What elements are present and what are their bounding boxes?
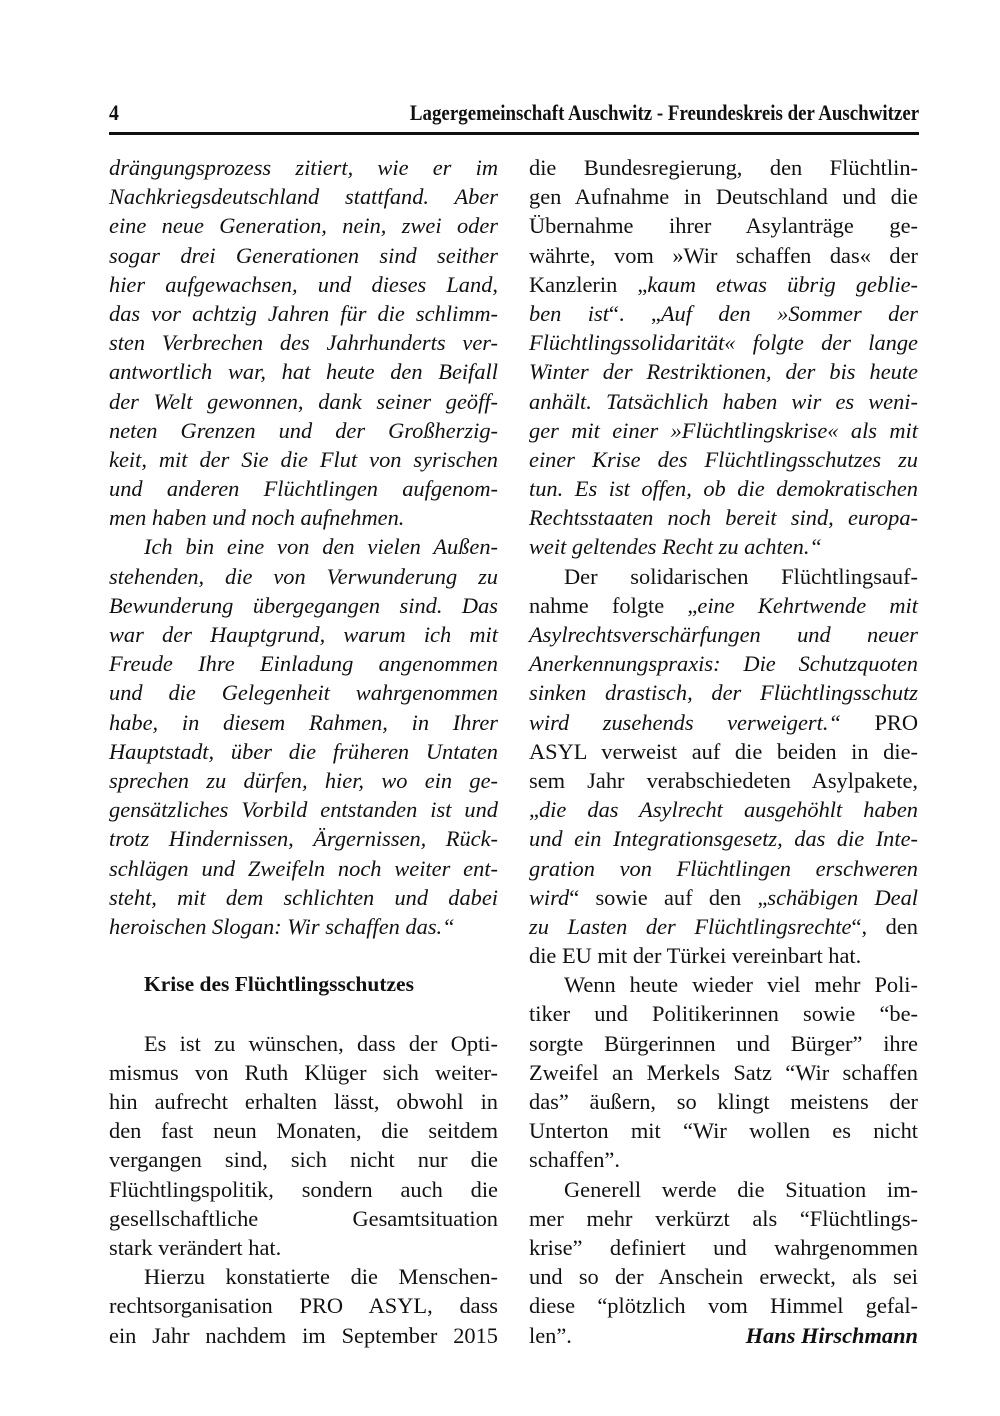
paragraph [109, 532, 498, 941]
italic-text: ben ist [529, 300, 609, 326]
italic-text: Ich bin eine von den vielen Außen- [144, 534, 498, 560]
text-line [109, 854, 498, 883]
text-line [109, 445, 498, 474]
text: gen Aufnahme in Deutschland und die [529, 184, 918, 210]
text: Es ist zu wünschen, dass der Opti- [144, 1030, 498, 1056]
italic-text: steht, mit dem schlichten und dabei [109, 884, 498, 910]
italic-text: hier aufgewachsen, und dieses Land, [109, 271, 498, 297]
text-line [109, 737, 498, 766]
text-line [529, 678, 918, 707]
text-line [529, 357, 918, 386]
text: die Bundesregierung, den Flüchtlin- [529, 155, 918, 180]
page-header [109, 98, 919, 135]
text: tiker und Politikerinnen sowie “be- [529, 1001, 918, 1027]
italic-text: das vor achtzig Jahren für die schlimm- [109, 300, 498, 326]
text-line [529, 241, 918, 270]
text-line [529, 620, 918, 649]
italic-text: keit, mit der Sie die Flut von syrischen [109, 446, 498, 472]
text-line [109, 182, 498, 211]
text-line [109, 824, 498, 853]
text: sorgte Bürgerinnen und Bürger” ihre [529, 1030, 918, 1056]
text-line [109, 1058, 498, 1087]
text-line [529, 1145, 918, 1174]
text-line [109, 211, 498, 240]
text: das” äußern, so klingt meistens der [529, 1089, 918, 1114]
italic-text: Freude Ihre Einladung angenommen [109, 651, 498, 677]
text: nahme folgte „ [529, 592, 698, 618]
text: krise” definiert und wahrgenommen [529, 1234, 918, 1260]
text-line [529, 387, 918, 416]
text-line [109, 357, 498, 386]
running-title: Lagergemeinschaft Auschwitz - Freundeskreis der Auschwitzer [409, 100, 919, 125]
text-line [109, 1262, 498, 1291]
text-line [529, 999, 918, 1028]
italic-text: tun. Es ist offen, ob die demokratischen [529, 476, 918, 502]
italic-text: und die Gelegenheit wahrgenommen [109, 680, 498, 706]
italic-text: sogar drei Generationen sind seither [109, 242, 498, 268]
text-line [109, 883, 498, 912]
text: sem Jahr verabschiedeten Asylpakete, [529, 767, 918, 793]
text-line [109, 153, 498, 182]
italic-text: wird [529, 884, 570, 910]
italic-text: drängungsprozess zitiert, wie er im [109, 155, 498, 180]
text-line [109, 591, 498, 620]
paragraph [529, 1175, 918, 1321]
text-line [109, 912, 498, 941]
text: vergangen sind, sich nicht nur die [109, 1147, 498, 1173]
text-line [109, 503, 498, 532]
text: Wenn heute wieder viel mehr Poli- [564, 972, 918, 998]
italic-text: Asylrechtsverschärfungen und neuer [529, 622, 918, 647]
text: mismus von Ruth Klüger sich weiter- [109, 1059, 498, 1085]
text-line [529, 1233, 918, 1262]
italic-text: ger mit einer »Flüchtlingskrise« als mit [529, 417, 918, 443]
italic-text: Nachkriegsdeutschland stattfand. Aber [109, 184, 498, 210]
text-line [109, 1175, 498, 1204]
text-line [109, 299, 498, 328]
text: und so der Anschein erweckt, als sei [529, 1264, 918, 1290]
italic-text: Hauptstadt, über die früheren Untaten [109, 738, 498, 764]
italic-text: sprechen zu dürfen, hier, wo ein ge- [109, 767, 498, 793]
text: Zweifel an Merkels Satz “Wir schaffen [529, 1059, 918, 1085]
italic-text: sten Verbrechen des Jahrhunderts ver- [109, 330, 498, 356]
text: Übernahme ihrer Asylanträge ge- [529, 213, 918, 239]
text-line [109, 416, 498, 445]
text: ein Jahr nachdem im September 2015 [109, 1322, 498, 1348]
spacer [109, 941, 498, 970]
italic-text: anhält. Tatsächlich haben wir es weni- [529, 388, 918, 414]
page-number: 4 [109, 100, 119, 125]
italic-text: gensätzliches Vorbild entstanden ist und [109, 797, 498, 823]
text-line [529, 649, 918, 678]
italic-text: wird zusehends verweigert.“ [529, 709, 841, 735]
italic-text: Flüchtlingssolidarität« folgte der lange [529, 330, 918, 356]
text-line [529, 1058, 918, 1087]
paragraph [109, 1029, 498, 1263]
paragraph [109, 153, 498, 532]
closing-line [529, 1321, 918, 1350]
text: „ [529, 797, 539, 823]
italic-text: Anerkennungspraxis: Die Schutzquoten [529, 651, 918, 677]
italic-text: Rechtsstaaten noch bereit sind, europa- [529, 505, 918, 531]
text-line [529, 1087, 918, 1116]
text-line [529, 474, 918, 503]
italic-text: weit geltendes Recht zu achten.“ [529, 534, 822, 560]
text-line [109, 474, 498, 503]
paragraph [529, 562, 918, 971]
text: schaffen”. [529, 1147, 620, 1173]
section-heading: Krise des Flüchtlingsschutzes [144, 972, 414, 997]
text: den fast neun Monaten, die seitdem [109, 1118, 498, 1144]
italic-text: Winter der Restriktionen, der bis heute [529, 359, 918, 385]
text-line [529, 1116, 918, 1145]
text-line [109, 1291, 498, 1320]
text-line [529, 503, 918, 532]
spacer [109, 999, 498, 1028]
italic-text: eine Kehrtwende mit [697, 592, 918, 618]
paragraph [529, 153, 918, 562]
text-line [109, 708, 498, 737]
text-line [529, 182, 918, 211]
italic-text: neten Grenzen und der Großherzig- [109, 417, 498, 443]
text-line [109, 1204, 498, 1233]
text-line [529, 766, 918, 795]
text-line [109, 1233, 498, 1262]
text-line [109, 241, 498, 270]
text-line [109, 387, 498, 416]
text-line [529, 912, 918, 941]
text-line [109, 328, 498, 357]
text: “, den [851, 913, 919, 939]
italic-text: und ein Integrationsgesetz, das die Inte- [529, 826, 918, 852]
italic-text: stehenden, die von Verwunderung zu [109, 563, 498, 589]
text-line [109, 562, 498, 591]
text-line [109, 620, 498, 649]
text-line [529, 1291, 918, 1320]
text: rechtsorganisation PRO ASYL, dass [109, 1293, 498, 1319]
text: Unterton mit “Wir wollen es nicht [529, 1118, 918, 1144]
text: die EU mit der Türkei vereinbart hat. [529, 943, 862, 969]
text-line [529, 1262, 918, 1291]
text-line [109, 1029, 498, 1058]
italic-text: men haben und noch aufnehmen. [109, 505, 405, 531]
italic-text: einer Krise des Flüchtlingsschutzes zu [529, 446, 918, 472]
italic-text: habe, in diesem Rahmen, in Ihrer [109, 709, 498, 735]
italic-text: antwortlich war, hat heute den Beifall [109, 359, 498, 385]
italic-text: Auf den »Sommer der [660, 300, 918, 326]
text-line [529, 1175, 918, 1204]
text-line [529, 270, 918, 299]
text: diese “plötzlich vom Himmel gefal- [529, 1293, 918, 1319]
italic-text: heroischen Slogan: Wir schaffen das.“ [109, 913, 455, 939]
text-line [529, 708, 918, 737]
italic-text: die das Asylrecht ausgehöhlt haben [538, 797, 918, 823]
text-line [529, 445, 918, 474]
text: gesellschaftliche Gesamtsituation [109, 1205, 498, 1231]
text: Der solidarischen Flüchtlingsauf- [564, 563, 918, 589]
italic-text: war der Hauptgrund, warum ich mit [109, 622, 498, 647]
text-line [529, 532, 918, 561]
text-line [109, 678, 498, 707]
italic-text: schäbigen Deal [767, 884, 918, 910]
italic-text: der Welt gewonnen, dank seiner geöff- [109, 388, 498, 414]
text: Hierzu konstatierte die Menschen- [144, 1264, 498, 1290]
text-line [529, 737, 918, 766]
left-column [109, 153, 498, 1350]
italic-text: und anderen Flüchtlingen aufgenom- [109, 476, 498, 502]
text-line [529, 153, 918, 182]
text-line [529, 1204, 918, 1233]
text-line [529, 854, 918, 883]
text-line [529, 941, 918, 970]
text: Flüchtlingspolitik, sondern auch die [109, 1176, 498, 1202]
italic-text: sinken drastisch, der Flüchtlingsschutz [529, 680, 918, 706]
text: “. „ [608, 300, 661, 326]
text-line [109, 795, 498, 824]
italic-text: zu Lasten der Flüchtlingsrechte [529, 913, 852, 939]
italic-text: schlägen und Zweifeln noch weiter ent- [109, 855, 498, 881]
text-line [529, 795, 918, 824]
text-line [529, 211, 918, 240]
italic-text: Bewunderung übergegangen sind. Das [109, 592, 498, 618]
text-line [109, 1087, 498, 1116]
paragraph [529, 970, 918, 1174]
text-line [109, 766, 498, 795]
text: stark verändert hat. [109, 1234, 282, 1260]
paragraph [109, 1262, 498, 1350]
italic-text: trotz Hindernissen, Ärgernissen, Rück- [109, 826, 498, 852]
text-line [109, 532, 498, 561]
italic-text: gration von Flüchtlingen erschweren [529, 855, 918, 881]
text-line [109, 1116, 498, 1145]
text: Generell werde die Situation im- [564, 1176, 918, 1202]
text-line [109, 1321, 498, 1350]
italic-text: kaum etwas übrig geblie- [647, 271, 918, 297]
text-line [109, 649, 498, 678]
text: “ sowie auf den „ [569, 884, 768, 910]
text-line [529, 562, 918, 591]
text-line [109, 1145, 498, 1174]
text: ASYL verweist auf die beiden in die- [529, 738, 918, 764]
text-line [529, 416, 918, 445]
text-line [529, 591, 918, 620]
author-signature: Hans Hirschmann [745, 1322, 918, 1348]
text: Kanzlerin „ [529, 271, 648, 297]
text-line [529, 1029, 918, 1058]
closing-text: len”. [529, 1322, 572, 1348]
text-line [529, 328, 918, 357]
text: mer mehr verkürzt als “Flüchtlings- [529, 1205, 918, 1231]
right-column [529, 153, 918, 1350]
text-line [109, 270, 498, 299]
text: PRO [840, 709, 918, 735]
text-line [529, 883, 918, 912]
text-line [529, 970, 918, 999]
text: hin aufrecht erhalten lässt, obwohl in [109, 1089, 498, 1114]
text: währte, vom »Wir schaffen das« der [529, 242, 918, 268]
text-line [529, 824, 918, 853]
text-line [529, 299, 918, 328]
italic-text: eine neue Generation, nein, zwei oder [109, 213, 498, 239]
